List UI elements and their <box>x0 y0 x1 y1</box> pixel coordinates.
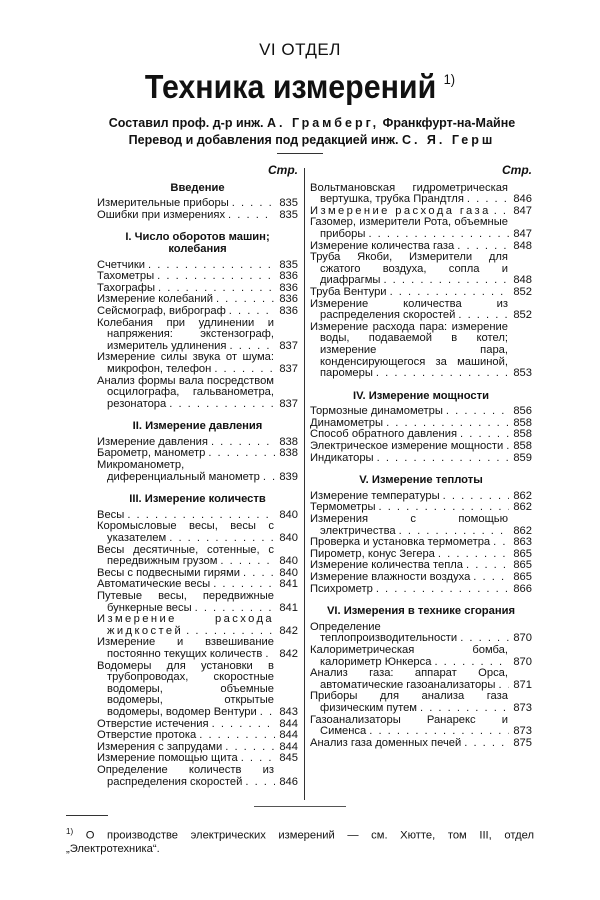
toc-entry-page: 836 <box>275 271 298 283</box>
section-gap <box>310 464 532 471</box>
author-location: Франкфурт-на-Майне <box>382 116 516 130</box>
toc-entry[interactable] <box>310 299 532 322</box>
toc-entry[interactable] <box>310 645 532 668</box>
toc-entry[interactable] <box>310 668 532 691</box>
toc-entry[interactable] <box>97 661 298 719</box>
toc-entry[interactable] <box>97 568 298 580</box>
toc-entry-title: Динамометры . . . <box>310 418 383 429</box>
toc-entry-title: Измерение расхода пара: измерение воды, подаваемой в котел; измерение пара, конденсирующегося за машиной, паромеры . . . <box>310 322 508 379</box>
toc-entry[interactable] <box>310 715 532 738</box>
toc-entry-page: 836 <box>275 283 298 295</box>
toc-entry[interactable] <box>97 637 298 660</box>
page-title <box>24 68 576 106</box>
toc-left-column <box>97 165 298 788</box>
footnote-text: О производстве электрических измерений — см. Хютте, том III, отдел „Электротехника“. <box>66 829 534 855</box>
toc-entry[interactable] <box>97 510 298 522</box>
toc-entry-title: Труба Вентури . . . <box>310 287 387 298</box>
toc-entry[interactable] <box>310 491 532 503</box>
toc-entry-page: 837 <box>275 364 298 376</box>
page-column-label: Стр. <box>268 163 298 177</box>
toc-entry[interactable] <box>97 765 298 788</box>
toc-entry-title: Измерение помощью щита . . . <box>97 753 238 764</box>
toc-entry-page: 844 <box>275 719 298 731</box>
toc-entry-page: 836 <box>275 306 298 318</box>
toc-entry[interactable] <box>310 514 532 537</box>
toc-entry-title: Измерение расхода газа . . . <box>310 206 491 217</box>
toc-entry[interactable] <box>310 206 532 218</box>
toc-entry[interactable] <box>97 579 298 591</box>
toc-entry[interactable] <box>97 318 298 353</box>
toc-entry-title: Путевые весы, передвижные бункерные весы . . . <box>97 591 274 614</box>
toc-entry-page: 842 <box>275 626 298 638</box>
toc-entry[interactable] <box>97 521 298 544</box>
toc-entry[interactable] <box>97 719 298 731</box>
section-gap <box>310 595 532 602</box>
toc-entry-title: Электрическое измерение мощности . . . <box>310 441 503 452</box>
toc-entry-title: Измерение влажности воздуха . . . <box>310 572 470 583</box>
toc-entry-page: 845 <box>275 753 298 765</box>
toc-entry-title: Барометр, манометр . . . <box>97 448 205 459</box>
toc-entry-title: Труба Якоби, Измерители для сжатого воздуха, сопла и диафрагмы . . . <box>310 252 508 286</box>
toc-entry-page: 835 <box>275 210 298 222</box>
toc-entry-page: 837 <box>275 399 298 411</box>
toc-entry[interactable] <box>97 294 298 306</box>
toc-entry[interactable] <box>97 283 298 295</box>
toc-entry-title: Пирометр, конус Зегера . . . <box>310 549 435 560</box>
toc-entry-page: 843 <box>275 707 298 719</box>
byline-editor <box>12 133 600 147</box>
toc-entry-page: 846 <box>275 777 298 789</box>
toc-entry-title: Измерения с помощью электричества . . . <box>310 514 508 537</box>
toc-entry-page: 838 <box>275 437 298 449</box>
toc-entry-page: 865 <box>509 572 532 584</box>
toc-entry[interactable] <box>97 448 298 460</box>
toc-entry-title: Термометры . . . <box>310 502 376 513</box>
toc-entry-page: 841 <box>275 603 298 615</box>
toc-entry-page: 853 <box>509 368 532 380</box>
toc-entry-title: Измерение количества газа . . . <box>310 241 454 252</box>
toc-entry[interactable] <box>310 549 532 561</box>
toc-entry[interactable] <box>310 217 532 240</box>
toc-entry[interactable] <box>310 322 532 380</box>
toc-entry[interactable] <box>97 742 298 754</box>
toc-entry-title: Измерение силы звука от шума: микрофон, телефон . . . <box>97 352 274 375</box>
toc-entry-page: 847 <box>509 206 532 218</box>
toc-entry-page: 840 <box>275 556 298 568</box>
toc-entry-title: Анализ газа доменных печей . . . <box>310 738 461 749</box>
toc-entry-page: 842 <box>275 649 298 661</box>
section-label: VI ОТДЕЛ <box>259 40 341 59</box>
toc-section-heading: II. Измерение давления <box>132 420 263 433</box>
toc-entry-title: Счетчики . . . <box>97 260 145 271</box>
toc-entry-page: 837 <box>275 341 298 353</box>
toc-entry[interactable] <box>310 241 532 253</box>
toc-entry[interactable] <box>97 306 298 318</box>
toc-entry[interactable] <box>97 614 298 637</box>
toc-entry-title: Анализ газа: аппарат Орса, автоматические газоанализаторы . . . <box>310 668 508 691</box>
toc-entry-title: Тормозные динамометры . . . <box>310 406 443 417</box>
toc-entry-title: Проверка и установка термометра . . . <box>310 537 490 548</box>
toc-entry-page: 859 <box>509 453 532 465</box>
toc-entry-title: Измерение расхода жидкостей . . . <box>97 614 274 637</box>
toc-entry-page: 840 <box>275 533 298 545</box>
toc-entry-page: 847 <box>509 229 532 241</box>
toc-entry[interactable] <box>97 376 298 411</box>
toc-entry[interactable] <box>310 691 532 714</box>
toc-entry-title: Измерительные приборы . . . <box>97 198 229 209</box>
section-gap <box>310 380 532 387</box>
toc-entry[interactable] <box>310 429 532 441</box>
toc-entry-page: 870 <box>509 657 532 669</box>
toc-entry[interactable] <box>310 560 532 572</box>
toc-entry[interactable] <box>310 537 532 549</box>
toc-entry-page: 846 <box>509 194 532 206</box>
toc-entry[interactable] <box>310 441 532 453</box>
toc-entry-title: Отверстие истечения . . . <box>97 719 209 730</box>
toc-entry-page: 835 <box>275 198 298 210</box>
toc-entry[interactable] <box>310 406 532 418</box>
toc-section-heading: III. Измерение количеств <box>129 493 266 506</box>
toc-entry-page: 838 <box>275 448 298 460</box>
toc-entry[interactable] <box>310 502 532 514</box>
toc-entry[interactable] <box>97 260 298 272</box>
author-name: А. Грамберг, <box>267 116 380 130</box>
toc-entry-title: Определение количеств из распределения скоростей . . . <box>97 765 274 788</box>
byline-author <box>12 116 600 130</box>
page-column-label: Стр. <box>502 163 532 177</box>
toc-entry-page: 856 <box>509 406 532 418</box>
toc-entry-title: Газомер, измерители Рота, объемные приборы . . . <box>310 217 508 240</box>
toc-entry[interactable] <box>97 198 298 210</box>
toc-section-heading: V. Измерение теплоты <box>359 474 483 487</box>
toc-entry-title: Определение теплопроизводительности . . . <box>310 622 457 645</box>
toc-entry-page: 862 <box>509 491 532 503</box>
editor-prefix: Перевод и добавления под редакцией инж. <box>128 133 399 147</box>
toc-entry[interactable] <box>310 418 532 430</box>
toc-entry[interactable] <box>97 271 298 283</box>
toc-section-heading: I. Число оборотов машин; колебания <box>125 231 270 255</box>
toc-entry-title: Измерение и взвешивание постоянно текущих количеств . . . <box>97 637 274 660</box>
toc-entry-page: 844 <box>275 742 298 754</box>
toc-entry-page: 875 <box>509 738 532 750</box>
byline-prefix: Составил проф. д-р инж. <box>108 116 264 130</box>
toc-entry-title: Психрометр . . . <box>310 584 373 595</box>
toc-entry[interactable] <box>310 572 532 584</box>
toc-entry-page: 858 <box>509 418 532 430</box>
editor-name: С. Я. Герш <box>401 133 496 147</box>
toc-entry-title: Вольтмановская гидрометрическая вертушка, трубка Прандтля . . . <box>310 183 508 206</box>
toc-section-heading: Введение <box>170 181 225 194</box>
end-rule <box>254 806 346 807</box>
toc-entry-page: 840 <box>275 568 298 580</box>
footnote <box>66 825 534 856</box>
toc-entry[interactable] <box>97 730 298 742</box>
toc-entry[interactable] <box>97 753 298 765</box>
toc-entry[interactable] <box>310 287 532 299</box>
toc-entry-title: Весы с подвесными гирями . . . <box>97 568 240 579</box>
toc-entry-title: Сейсмограф, виброграф . . . <box>97 306 226 317</box>
toc-entry-page: 840 <box>275 510 298 522</box>
toc-entry[interactable] <box>97 591 298 614</box>
toc-entry-page: 852 <box>509 310 532 322</box>
toc-entry[interactable] <box>97 545 298 568</box>
toc-entry-page: 858 <box>509 441 532 453</box>
toc-entry[interactable] <box>310 183 532 206</box>
toc-entry-title: Измерение колебаний . . . <box>97 294 213 305</box>
toc-entry-title: Газоанализаторы Ранарекс и Сименса . . . <box>310 715 508 738</box>
toc-entry[interactable] <box>97 210 298 222</box>
toc-entry-title: Измерение давления . . . <box>97 437 208 448</box>
toc-entry-title: Весы десятичные, сотенные, с передвижным грузом . . . <box>97 545 274 568</box>
toc-entry-title: Тахографы . . . <box>97 283 155 294</box>
toc-entry-page: 848 <box>509 241 532 253</box>
toc-entry-page: 873 <box>509 726 532 738</box>
toc-section-heading: VI. Измерения в технике сгорания <box>326 605 516 618</box>
toc-entry-page: 870 <box>509 633 532 645</box>
toc-entry-page: 835 <box>275 260 298 272</box>
section-gap <box>97 221 298 228</box>
toc-entry[interactable] <box>310 738 532 750</box>
toc-entry-page: 866 <box>509 584 532 596</box>
toc-entry[interactable] <box>310 453 532 465</box>
toc-entry-page: 836 <box>275 294 298 306</box>
toc-entry-page: 841 <box>275 579 298 591</box>
toc-entry[interactable] <box>97 437 298 449</box>
toc-entry-page: 862 <box>509 502 532 514</box>
toc-entry-page: 848 <box>509 275 532 287</box>
title-rule <box>277 153 323 154</box>
toc-entry-title: Анализ формы вала посредством осцилографа, гальванометра, резонатора . . . <box>97 376 274 410</box>
toc-entry-page: 865 <box>509 560 532 572</box>
footnote-rule <box>66 815 108 816</box>
toc-entry-title: Весы . . . <box>97 510 124 521</box>
toc-entry[interactable] <box>97 352 298 375</box>
toc-entry-title: Способ обратного давления . . . <box>310 429 457 440</box>
toc-entry-page: 844 <box>275 730 298 742</box>
toc-entry-title: Отверстие протока . . . <box>97 730 196 741</box>
toc-entry-page: 858 <box>509 429 532 441</box>
toc-entry-title: Измерение количества тепла . . . <box>310 560 463 571</box>
toc-entry-title: Измерения с запрудами . . . <box>97 742 222 753</box>
toc-entry-page: 873 <box>509 703 532 715</box>
toc-entry[interactable] <box>97 460 298 483</box>
toc-entry-page: 863 <box>509 537 532 549</box>
footnote-ref: 1) <box>443 71 456 87</box>
toc-entry[interactable] <box>310 622 532 645</box>
footnote-mark: 1) <box>66 827 74 836</box>
column-divider <box>304 168 305 800</box>
toc-entry-page: 862 <box>509 526 532 538</box>
toc-entry-title: Тахометры . . . <box>97 271 154 282</box>
toc-entry-page: 852 <box>509 287 532 299</box>
toc-entry-title: Коромысловые весы, весы с указателем . . . <box>97 521 274 544</box>
toc-entry-title: Приборы для анализа газа физическим путем . . . <box>310 691 508 714</box>
toc-entry-title: Индикаторы . . . <box>310 453 374 464</box>
toc-entry-title: Автоматические весы . . . <box>97 579 210 590</box>
toc-entry-title: Измерение температуры . . . <box>310 491 440 502</box>
toc-entry-title: Колебания при удлинении и напряжения: экстензограф, измеритель удлинения . . . <box>97 318 274 352</box>
toc-entry-title: Микроманометр, диференциальный манометр . . . <box>97 460 260 483</box>
toc-section-heading: IV. Измерение мощности <box>352 389 490 402</box>
toc-entry-title: Измерение количества из распределения скоростей . . . <box>310 299 508 322</box>
toc-entry-page: 865 <box>509 549 532 561</box>
toc-entry[interactable] <box>310 584 532 596</box>
toc-right-column <box>310 165 532 749</box>
section-gap <box>97 483 298 490</box>
toc-entry-title: Калориметрическая бомба, калориметр Юнкерса . . . <box>310 645 508 668</box>
title-text: Техника измерений <box>144 68 437 105</box>
toc-entry-title: Ошибки при измерениях . . . <box>97 210 225 221</box>
toc-entry-title: Водомеры для установки в трубопроводах, скоростные водомеры, объемные водомеры, открытые водомеры, водомер Вентури . . . <box>97 661 274 718</box>
toc-entry-page: 871 <box>509 680 532 692</box>
section-gap <box>97 410 298 417</box>
toc-entry-page: 839 <box>275 472 298 484</box>
toc-entry[interactable] <box>310 252 532 287</box>
